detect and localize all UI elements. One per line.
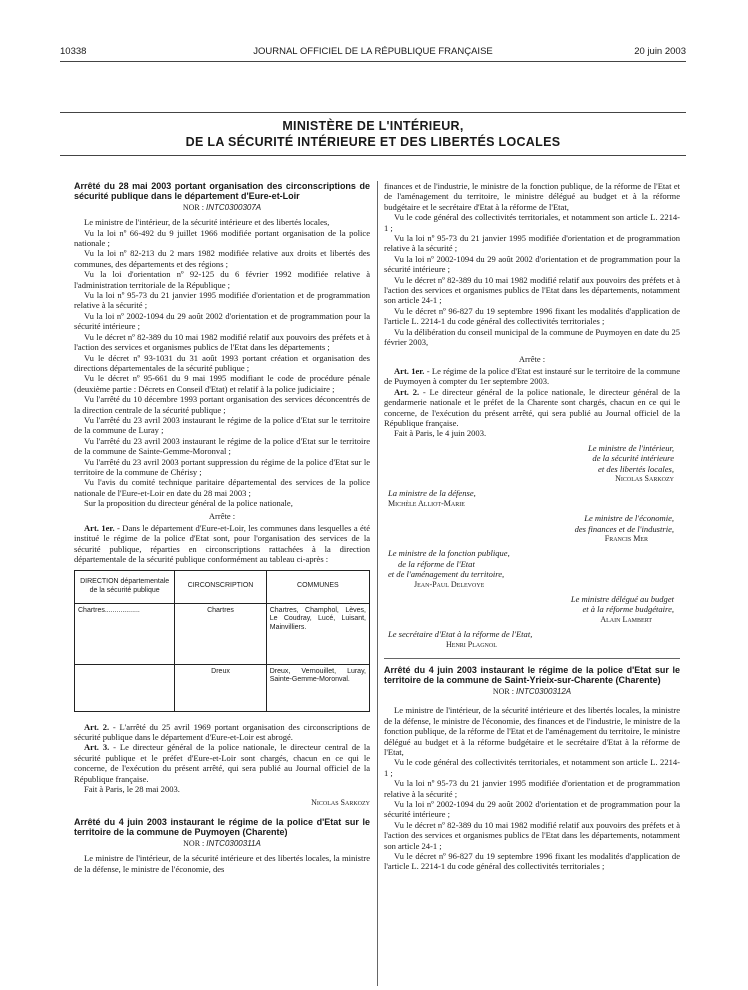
table-header-row: [75, 570, 370, 603]
table-header: CIRCONSCRIPTION: [175, 570, 266, 603]
ministry-line-1: MINISTÈRE DE L'INTÉRIEUR,: [282, 119, 464, 133]
arrete-label: Arrête :: [208, 510, 236, 521]
decree-visas: [384, 705, 680, 872]
signatory-name: Alain Lambert: [600, 614, 652, 624]
signature-block: La ministre de la défense, Michèle Alliot-Marie: [384, 488, 680, 509]
table-row: [75, 603, 370, 664]
signature-block: Le ministre de la fonction publique, de la réforme de l'Etat et de l'aménagement du territoire, Jean-Paul Delevoye: [384, 548, 680, 590]
ministry-heading: [60, 118, 686, 150]
decree-title: Arrêté du 4 juin 2003 instaurant le régime de la police d'Etat sur le territoire de la commune de Saint-Yrieix-sur-Charente (Charente): [384, 665, 680, 686]
signature-block: Le ministre de l'économie, des finances et de l'industrie, Francis Mer: [384, 513, 680, 544]
table-cell: Dreux: [175, 664, 266, 711]
decree-preamble: Le ministre de l'intérieur, de la sécurité intérieure et des libertés locales, la ministre de la défense, le ministre de l'économie, des: [74, 853, 370, 874]
visa-paragraph: Vu la loi nº 95-73 du 21 janvier 1995 modifiée d'orientation et de programmation relative à la sécurité ;: [74, 290, 370, 311]
visa-paragraph: Vu l'arrêté du 10 décembre 1993 portant organisation des services déconcentrés de la direction centrale de la sécurité publique ;: [74, 394, 370, 415]
table-row: [75, 664, 370, 711]
article-2: Art. 2. - Le directeur général de la police nationale, le directeur général de la gendarmerie nationale et le préfet de la Charente sont chargés, chacun en ce qui le concerne, de l'exécution du présent arrêté, qui sera publié au Journal officiel de la République française.: [384, 386, 680, 428]
journal-title: JOURNAL OFFICIEL DE LA RÉPUBLIQUE FRANÇAISE: [253, 46, 493, 57]
visa-paragraph: Le ministre de l'intérieur, de la sécurité intérieure et des libertés locales, la ministre de la défense, le ministre de l'économie, des finances et de l'industrie, le ministre de la fonction publique, de la réforme de l'Etat et de l'aménagement du territoire, le ministre délégué au budget et à la réforme budgétaire et le secrétaire d'Etat à la réforme de l'Etat,: [384, 705, 680, 757]
left-column: [74, 181, 370, 986]
signatory-name: Jean-Paul Delevoye: [414, 579, 485, 589]
page-number: 10338: [60, 46, 87, 57]
visa-paragraph: Vu le décret nº 82-389 du 10 mai 1982 modifié relatif aux pouvoirs des préfets et à l'action des services et organismes publics de l'Etat dans les départements, notamment son article 24-1 ;: [384, 274, 680, 306]
visa-paragraph: Vu la loi nº 2002-1094 du 29 août 2002 d'orientation et de programmation pour la sécurité intérieure ;: [384, 798, 680, 820]
visa-paragraph: finances et de l'industrie, le ministre de la fonction publique, de la réforme de l'Etat et de l'aménagement du territoire, le ministre délégué au budget et à la réforme budgétaire et le secrétaire d'Etat à la réforme de l'Etat,: [384, 181, 680, 212]
column-divider: [377, 181, 378, 986]
ministry-line-2: DE LA SÉCURITÉ INTÉRIEURE ET DES LIBERTÉS LOCALES: [185, 135, 561, 149]
visa-paragraph: Vu l'avis du comité technique paritaire départemental des services de la police nationale de l'Eure-et-Loir en date du 28 mai 2003 ;: [74, 477, 370, 498]
article-1: Art. 1er. - Dans le département d'Eure-et-Loir, les communes dans lesquelles a été institué le régime de la police d'Etat sont, pour l'organisation des services de la sécurité publique, réparties en circonscriptions rattachées à la direction départementale de la sécurité publique conformément au tableau ci-après :: [74, 523, 370, 565]
visa-paragraph: Vu le décret nº 82-389 du 10 mai 1982 modifié relatif aux pouvoirs des préfets et à l'action des services et organismes publics de l'Etat dans les départements ;: [74, 331, 370, 353]
signatory-name: Francis Mer: [604, 534, 648, 543]
visa-paragraph: Le ministre de l'intérieur, de la sécurité intérieure et des libertés locales,: [84, 217, 330, 228]
decree-visas: [74, 217, 370, 508]
signature-block: Le ministre délégué au budget et à la réforme budgétaire, Alain Lambert: [384, 594, 680, 625]
table-header: DIRECTION départementale de la sécurité publique: [75, 570, 175, 603]
right-column: [384, 181, 680, 986]
decree-title: Arrêté du 28 mai 2003 portant organisation des circonscriptions de sécurité publique dans le département d'Eure-et-Loir: [74, 181, 370, 202]
visa-paragraph: Vu l'arrêté du 23 avril 2003 portant suppression du régime de la police d'Etat sur le territoire de la commune de Chérisy ;: [74, 456, 370, 477]
table-cell: Chartres, Champhol, Lèves, Le Coudray, Lucé, Luisant, Mainvilliers.: [266, 603, 369, 664]
signatory-name: Michèle Alliot-Marie: [388, 498, 465, 508]
table-cell: Dreux, Vernouillet, Luray, Sainte-Gemme-Moronval.: [266, 664, 369, 711]
table-cell: [75, 664, 175, 711]
visa-paragraph: Vu le décret nº 95-661 du 9 mai 1995 modifiant le code de procédure pénale (deuxième partie : Décrets en Conseil d'Etat) et relatif à la police judiciaire ;: [74, 373, 370, 394]
visa-paragraph: Vu le code général des collectivités territoriales, et notamment son article L. 2214-1 ;: [384, 757, 680, 778]
article-2: Art. 2. - L'arrêté du 25 avril 1969 portant organisation des circonscriptions de sécurité publique dans le département d'Eure-et-Loir est abrogé.: [74, 721, 370, 743]
signatory-name: Henri Plagnol: [446, 639, 497, 649]
nor-reference: NOR : INTC0300311A: [183, 838, 261, 848]
visa-paragraph: Vu la loi nº 2002-1094 du 29 août 2002 d'orientation et de programmation pour la sécurité intérieure ;: [74, 310, 370, 332]
signature-date: Fait à Paris, le 28 mai 2003.: [84, 784, 180, 795]
ministry-rule-top: [60, 112, 686, 113]
visa-paragraph: Vu la loi nº 95-73 du 21 janvier 1995 modifiée d'orientation et de programmation relative à la sécurité ;: [384, 778, 680, 799]
visa-paragraph: Vu la délibération du conseil municipal de la commune de Puymoyen en date du 25 février 2003,: [384, 326, 680, 348]
visa-paragraph: Vu la loi d'orientation nº 92-125 du 6 février 1992 modifiée relative à l'administration territoriale de la République ;: [74, 269, 370, 290]
signature-block: Le secrétaire d'Etat à la réforme de l'Etat, Henri Plagnol: [384, 629, 680, 650]
visa-paragraph: Vu le décret nº 93-1031 du 31 août 1993 portant création et organisation des directions départementales de la sécurité publique ;: [74, 352, 370, 373]
visa-paragraph: Vu le décret nº 96-827 du 19 septembre 1996 fixant les modalités d'application de l'article L. 2214-1 du code général des collectivités territoriales ;: [384, 850, 680, 872]
visa-paragraph: Vu la loi nº 95-73 du 21 janvier 1995 modifiée d'orientation et de programmation relative à la sécurité ;: [384, 233, 680, 254]
decree-title: Arrêté du 4 juin 2003 instaurant le régime de la police d'Etat sur le territoire de la commune de Puymoyen (Charente): [74, 816, 370, 838]
nor-reference: NOR : INTC0300312A: [492, 686, 572, 696]
visa-paragraph: Vu l'arrêté du 23 avril 2003 instaurant le régime de la police d'Etat sur le territoire de la commune de Sainte-Gemme-Moronval ;: [74, 435, 370, 457]
decree-visas: [384, 181, 680, 348]
table-cell: Chartres: [175, 603, 266, 664]
visa-paragraph: Vu la loi nº 66-492 du 9 juillet 1966 modifiée portant organisation de la police nationale ;: [74, 227, 370, 249]
visa-paragraph: Vu le code général des collectivités territoriales, et notamment son article L. 2214-1 ;: [384, 212, 680, 233]
table-header: COMMUNES: [266, 570, 369, 603]
arrete-label: Arrête :: [518, 353, 546, 364]
visa-paragraph: Vu le décret nº 96-827 du 19 septembre 1996 fixant les modalités d'application de l'article L. 2214-1 du code général des collectivités territoriales ;: [384, 305, 680, 327]
signature-date: Fait à Paris, le 4 juin 2003.: [394, 428, 487, 439]
signature-block: Le ministre de l'intérieur, de la sécurité intérieure et des libertés locales, Nicolas Sarkozy: [384, 443, 680, 485]
article-3: Art. 3. - Le directeur général de la police nationale, le directeur central de la sécurité publique et le préfet d'Eure-et-Loir sont chargés, chacun en ce qui le concerne, de l'exécution du présent arrêté, qui sera publié au Journal officiel de la République française.: [74, 742, 370, 784]
page-header: [60, 46, 686, 60]
nor-reference: NOR : INTC0300307A: [182, 202, 262, 212]
table-cell: Chartres..................: [75, 603, 175, 664]
issue-date: 20 juin 2003: [634, 46, 686, 57]
article-1: Art. 1er. - Le régime de la police d'Etat est instauré sur le territoire de la commune de Puymoyen à compter du 1er septembre 2003.: [384, 365, 680, 387]
header-rule: [60, 61, 686, 62]
visa-paragraph: Vu l'arrêté du 23 avril 2003 instaurant le régime de la police d'Etat sur le territoire de la commune de Luray ;: [74, 414, 370, 436]
circonscriptions-table: [74, 570, 370, 712]
visa-paragraph: Vu le décret nº 82-389 du 10 mai 1982 modifié relatif aux pouvoirs des préfets et à l'action des services et organismes publics de l'Etat dans les départements, notamment son article 24-1 ;: [384, 819, 680, 851]
visa-paragraph: Vu la loi nº 82-213 du 2 mars 1982 modifiée relative aux droits et libertés des communes, des départements et des régions ;: [74, 248, 370, 269]
visa-paragraph: Vu la loi nº 2002-1094 du 29 août 2002 d'orientation et de programmation pour la sécurité intérieure ;: [384, 253, 680, 275]
signatory-name: Nicolas Sarkozy: [311, 798, 370, 808]
signatory-name: Nicolas Sarkozy: [615, 473, 674, 483]
ministry-rule-bottom: [60, 155, 686, 156]
visa-paragraph: Sur la proposition du directeur général de la police nationale,: [84, 498, 293, 509]
